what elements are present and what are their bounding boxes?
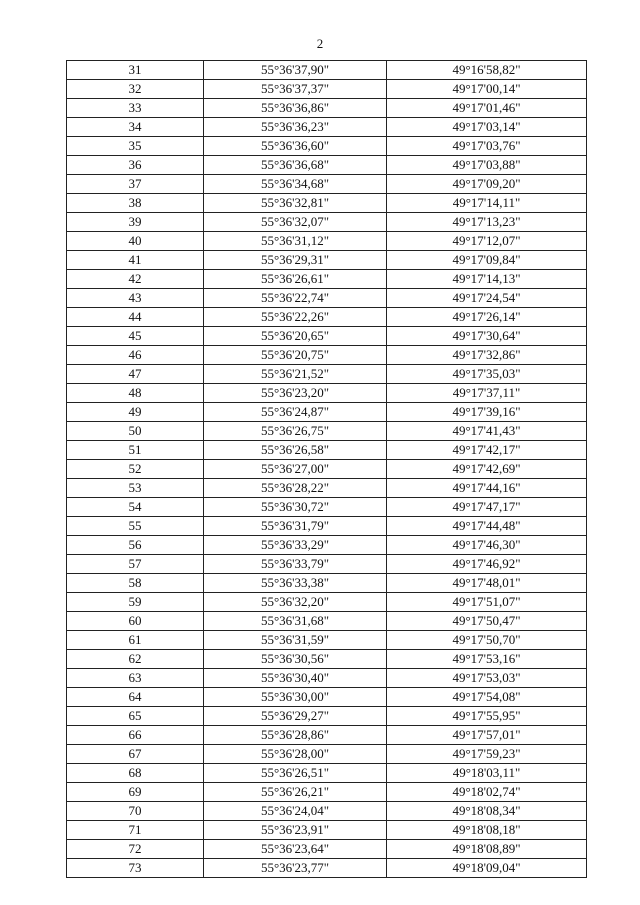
point-number-cell: 71: [67, 821, 204, 840]
table-row: [67, 555, 587, 574]
point-number-cell: 46: [67, 346, 204, 365]
longitude-cell: 49°17'30,64": [387, 327, 587, 346]
point-number-cell: 38: [67, 194, 204, 213]
point-number-cell: 50: [67, 422, 204, 441]
point-number-cell: 31: [67, 61, 204, 80]
table-row: [67, 80, 587, 99]
point-number-cell: 43: [67, 289, 204, 308]
longitude-cell: 49°17'26,14": [387, 308, 587, 327]
longitude-cell: 49°17'03,76": [387, 137, 587, 156]
latitude-cell: 55°36'36,23": [204, 118, 387, 137]
longitude-cell: 49°17'14,13": [387, 270, 587, 289]
longitude-cell: 49°17'51,07": [387, 593, 587, 612]
latitude-cell: 55°36'32,07": [204, 213, 387, 232]
point-number-cell: 73: [67, 859, 204, 878]
point-number-cell: 58: [67, 574, 204, 593]
table-row: [67, 859, 587, 878]
point-number-cell: 60: [67, 612, 204, 631]
coordinates-table: [66, 60, 587, 878]
point-number-cell: 39: [67, 213, 204, 232]
latitude-cell: 55°36'28,00": [204, 745, 387, 764]
point-number-cell: 63: [67, 669, 204, 688]
latitude-cell: 55°36'23,91": [204, 821, 387, 840]
point-number-cell: 40: [67, 232, 204, 251]
longitude-cell: 49°17'48,01": [387, 574, 587, 593]
latitude-cell: 55°36'37,37": [204, 80, 387, 99]
longitude-cell: 49°17'37,11": [387, 384, 587, 403]
point-number-cell: 67: [67, 745, 204, 764]
point-number-cell: 72: [67, 840, 204, 859]
latitude-cell: 55°36'34,68": [204, 175, 387, 194]
table-row: [67, 118, 587, 137]
latitude-cell: 55°36'24,87": [204, 403, 387, 422]
longitude-cell: 49°18'08,34": [387, 802, 587, 821]
table-row: [67, 422, 587, 441]
longitude-cell: 49°16'58,82": [387, 61, 587, 80]
latitude-cell: 55°36'22,26": [204, 308, 387, 327]
table-row: [67, 669, 587, 688]
latitude-cell: 55°36'29,27": [204, 707, 387, 726]
longitude-cell: 49°17'03,88": [387, 156, 587, 175]
table-row: [67, 346, 587, 365]
point-number-cell: 64: [67, 688, 204, 707]
point-number-cell: 65: [67, 707, 204, 726]
point-number-cell: 51: [67, 441, 204, 460]
table-row: [67, 289, 587, 308]
table-row: [67, 593, 587, 612]
latitude-cell: 55°36'31,79": [204, 517, 387, 536]
longitude-cell: 49°17'00,14": [387, 80, 587, 99]
point-number-cell: 52: [67, 460, 204, 479]
point-number-cell: 49: [67, 403, 204, 422]
longitude-cell: 49°17'24,54": [387, 289, 587, 308]
longitude-cell: 49°17'44,48": [387, 517, 587, 536]
point-number-cell: 48: [67, 384, 204, 403]
longitude-cell: 49°17'44,16": [387, 479, 587, 498]
latitude-cell: 55°36'26,21": [204, 783, 387, 802]
longitude-cell: 49°17'09,84": [387, 251, 587, 270]
latitude-cell: 55°36'32,20": [204, 593, 387, 612]
table-row: [67, 764, 587, 783]
longitude-cell: 49°17'39,16": [387, 403, 587, 422]
longitude-cell: 49°18'08,18": [387, 821, 587, 840]
point-number-cell: 54: [67, 498, 204, 517]
point-number-cell: 37: [67, 175, 204, 194]
table-row: [67, 745, 587, 764]
point-number-cell: 56: [67, 536, 204, 555]
table-row: [67, 327, 587, 346]
point-number-cell: 66: [67, 726, 204, 745]
table-row: [67, 479, 587, 498]
longitude-cell: 49°18'02,74": [387, 783, 587, 802]
point-number-cell: 53: [67, 479, 204, 498]
longitude-cell: 49°17'42,17": [387, 441, 587, 460]
latitude-cell: 55°36'37,90": [204, 61, 387, 80]
table-row: [67, 650, 587, 669]
point-number-cell: 34: [67, 118, 204, 137]
latitude-cell: 55°36'31,12": [204, 232, 387, 251]
point-number-cell: 35: [67, 137, 204, 156]
table-row: [67, 802, 587, 821]
longitude-cell: 49°17'57,01": [387, 726, 587, 745]
latitude-cell: 55°36'28,86": [204, 726, 387, 745]
longitude-cell: 49°18'09,04": [387, 859, 587, 878]
page-number: 2: [316, 36, 324, 51]
longitude-cell: 49°17'54,08": [387, 688, 587, 707]
table-row: [67, 536, 587, 555]
point-number-cell: 57: [67, 555, 204, 574]
latitude-cell: 55°36'20,65": [204, 327, 387, 346]
table-row: [67, 365, 587, 384]
latitude-cell: 55°36'28,22": [204, 479, 387, 498]
latitude-cell: 55°36'23,20": [204, 384, 387, 403]
table-row: [67, 175, 587, 194]
table-row: [67, 460, 587, 479]
longitude-cell: 49°17'12,07": [387, 232, 587, 251]
latitude-cell: 55°36'30,56": [204, 650, 387, 669]
latitude-cell: 55°36'23,64": [204, 840, 387, 859]
table-row: [67, 783, 587, 802]
longitude-cell: 49°17'42,69": [387, 460, 587, 479]
table-row: [67, 707, 587, 726]
table-row: [67, 137, 587, 156]
longitude-cell: 49°17'14,11": [387, 194, 587, 213]
latitude-cell: 55°36'30,00": [204, 688, 387, 707]
latitude-cell: 55°36'26,58": [204, 441, 387, 460]
point-number-cell: 62: [67, 650, 204, 669]
table-row: [67, 403, 587, 422]
table-row: [67, 384, 587, 403]
table-row: [67, 612, 587, 631]
point-number-cell: 70: [67, 802, 204, 821]
table-row: [67, 726, 587, 745]
table-row: [67, 232, 587, 251]
latitude-cell: 55°36'21,52": [204, 365, 387, 384]
table-row: [67, 840, 587, 859]
point-number-cell: 44: [67, 308, 204, 327]
longitude-cell: 49°17'32,86": [387, 346, 587, 365]
table-row: [67, 308, 587, 327]
point-number-cell: 45: [67, 327, 204, 346]
table-row: [67, 441, 587, 460]
point-number-cell: 69: [67, 783, 204, 802]
coordinates-table-body: [67, 61, 587, 878]
longitude-cell: 49°18'03,11": [387, 764, 587, 783]
longitude-cell: 49°17'35,03": [387, 365, 587, 384]
latitude-cell: 55°36'30,40": [204, 669, 387, 688]
table-row: [67, 213, 587, 232]
latitude-cell: 55°36'22,74": [204, 289, 387, 308]
latitude-cell: 55°36'27,00": [204, 460, 387, 479]
point-number-cell: 61: [67, 631, 204, 650]
table-row: [67, 61, 587, 80]
point-number-cell: 32: [67, 80, 204, 99]
longitude-cell: 49°17'47,17": [387, 498, 587, 517]
longitude-cell: 49°18'08,89": [387, 840, 587, 859]
latitude-cell: 55°36'30,72": [204, 498, 387, 517]
point-number-cell: 42: [67, 270, 204, 289]
longitude-cell: 49°17'53,16": [387, 650, 587, 669]
longitude-cell: 49°17'09,20": [387, 175, 587, 194]
longitude-cell: 49°17'03,14": [387, 118, 587, 137]
point-number-cell: 41: [67, 251, 204, 270]
latitude-cell: 55°36'29,31": [204, 251, 387, 270]
table-row: [67, 194, 587, 213]
latitude-cell: 55°36'36,68": [204, 156, 387, 175]
longitude-cell: 49°17'13,23": [387, 213, 587, 232]
latitude-cell: 55°36'23,77": [204, 859, 387, 878]
longitude-cell: 49°17'46,30": [387, 536, 587, 555]
point-number-cell: 68: [67, 764, 204, 783]
latitude-cell: 55°36'26,75": [204, 422, 387, 441]
table-row: [67, 517, 587, 536]
latitude-cell: 55°36'33,29": [204, 536, 387, 555]
latitude-cell: 55°36'26,51": [204, 764, 387, 783]
table-row: [67, 251, 587, 270]
latitude-cell: 55°36'33,79": [204, 555, 387, 574]
longitude-cell: 49°17'41,43": [387, 422, 587, 441]
table-row: [67, 270, 587, 289]
point-number-cell: 59: [67, 593, 204, 612]
longitude-cell: 49°17'50,70": [387, 631, 587, 650]
longitude-cell: 49°17'55,95": [387, 707, 587, 726]
point-number-cell: 36: [67, 156, 204, 175]
latitude-cell: 55°36'31,68": [204, 612, 387, 631]
table-row: [67, 821, 587, 840]
latitude-cell: 55°36'31,59": [204, 631, 387, 650]
latitude-cell: 55°36'20,75": [204, 346, 387, 365]
table-row: [67, 99, 587, 118]
latitude-cell: 55°36'36,86": [204, 99, 387, 118]
point-number-cell: 33: [67, 99, 204, 118]
latitude-cell: 55°36'33,38": [204, 574, 387, 593]
latitude-cell: 55°36'24,04": [204, 802, 387, 821]
point-number-cell: 47: [67, 365, 204, 384]
latitude-cell: 55°36'32,81": [204, 194, 387, 213]
latitude-cell: 55°36'26,61": [204, 270, 387, 289]
longitude-cell: 49°17'53,03": [387, 669, 587, 688]
table-row: [67, 688, 587, 707]
table-row: [67, 631, 587, 650]
longitude-cell: 49°17'59,23": [387, 745, 587, 764]
latitude-cell: 55°36'36,60": [204, 137, 387, 156]
longitude-cell: 49°17'46,92": [387, 555, 587, 574]
point-number-cell: 55: [67, 517, 204, 536]
longitude-cell: 49°17'50,47": [387, 612, 587, 631]
longitude-cell: 49°17'01,46": [387, 99, 587, 118]
table-row: [67, 498, 587, 517]
table-row: [67, 156, 587, 175]
table-row: [67, 574, 587, 593]
